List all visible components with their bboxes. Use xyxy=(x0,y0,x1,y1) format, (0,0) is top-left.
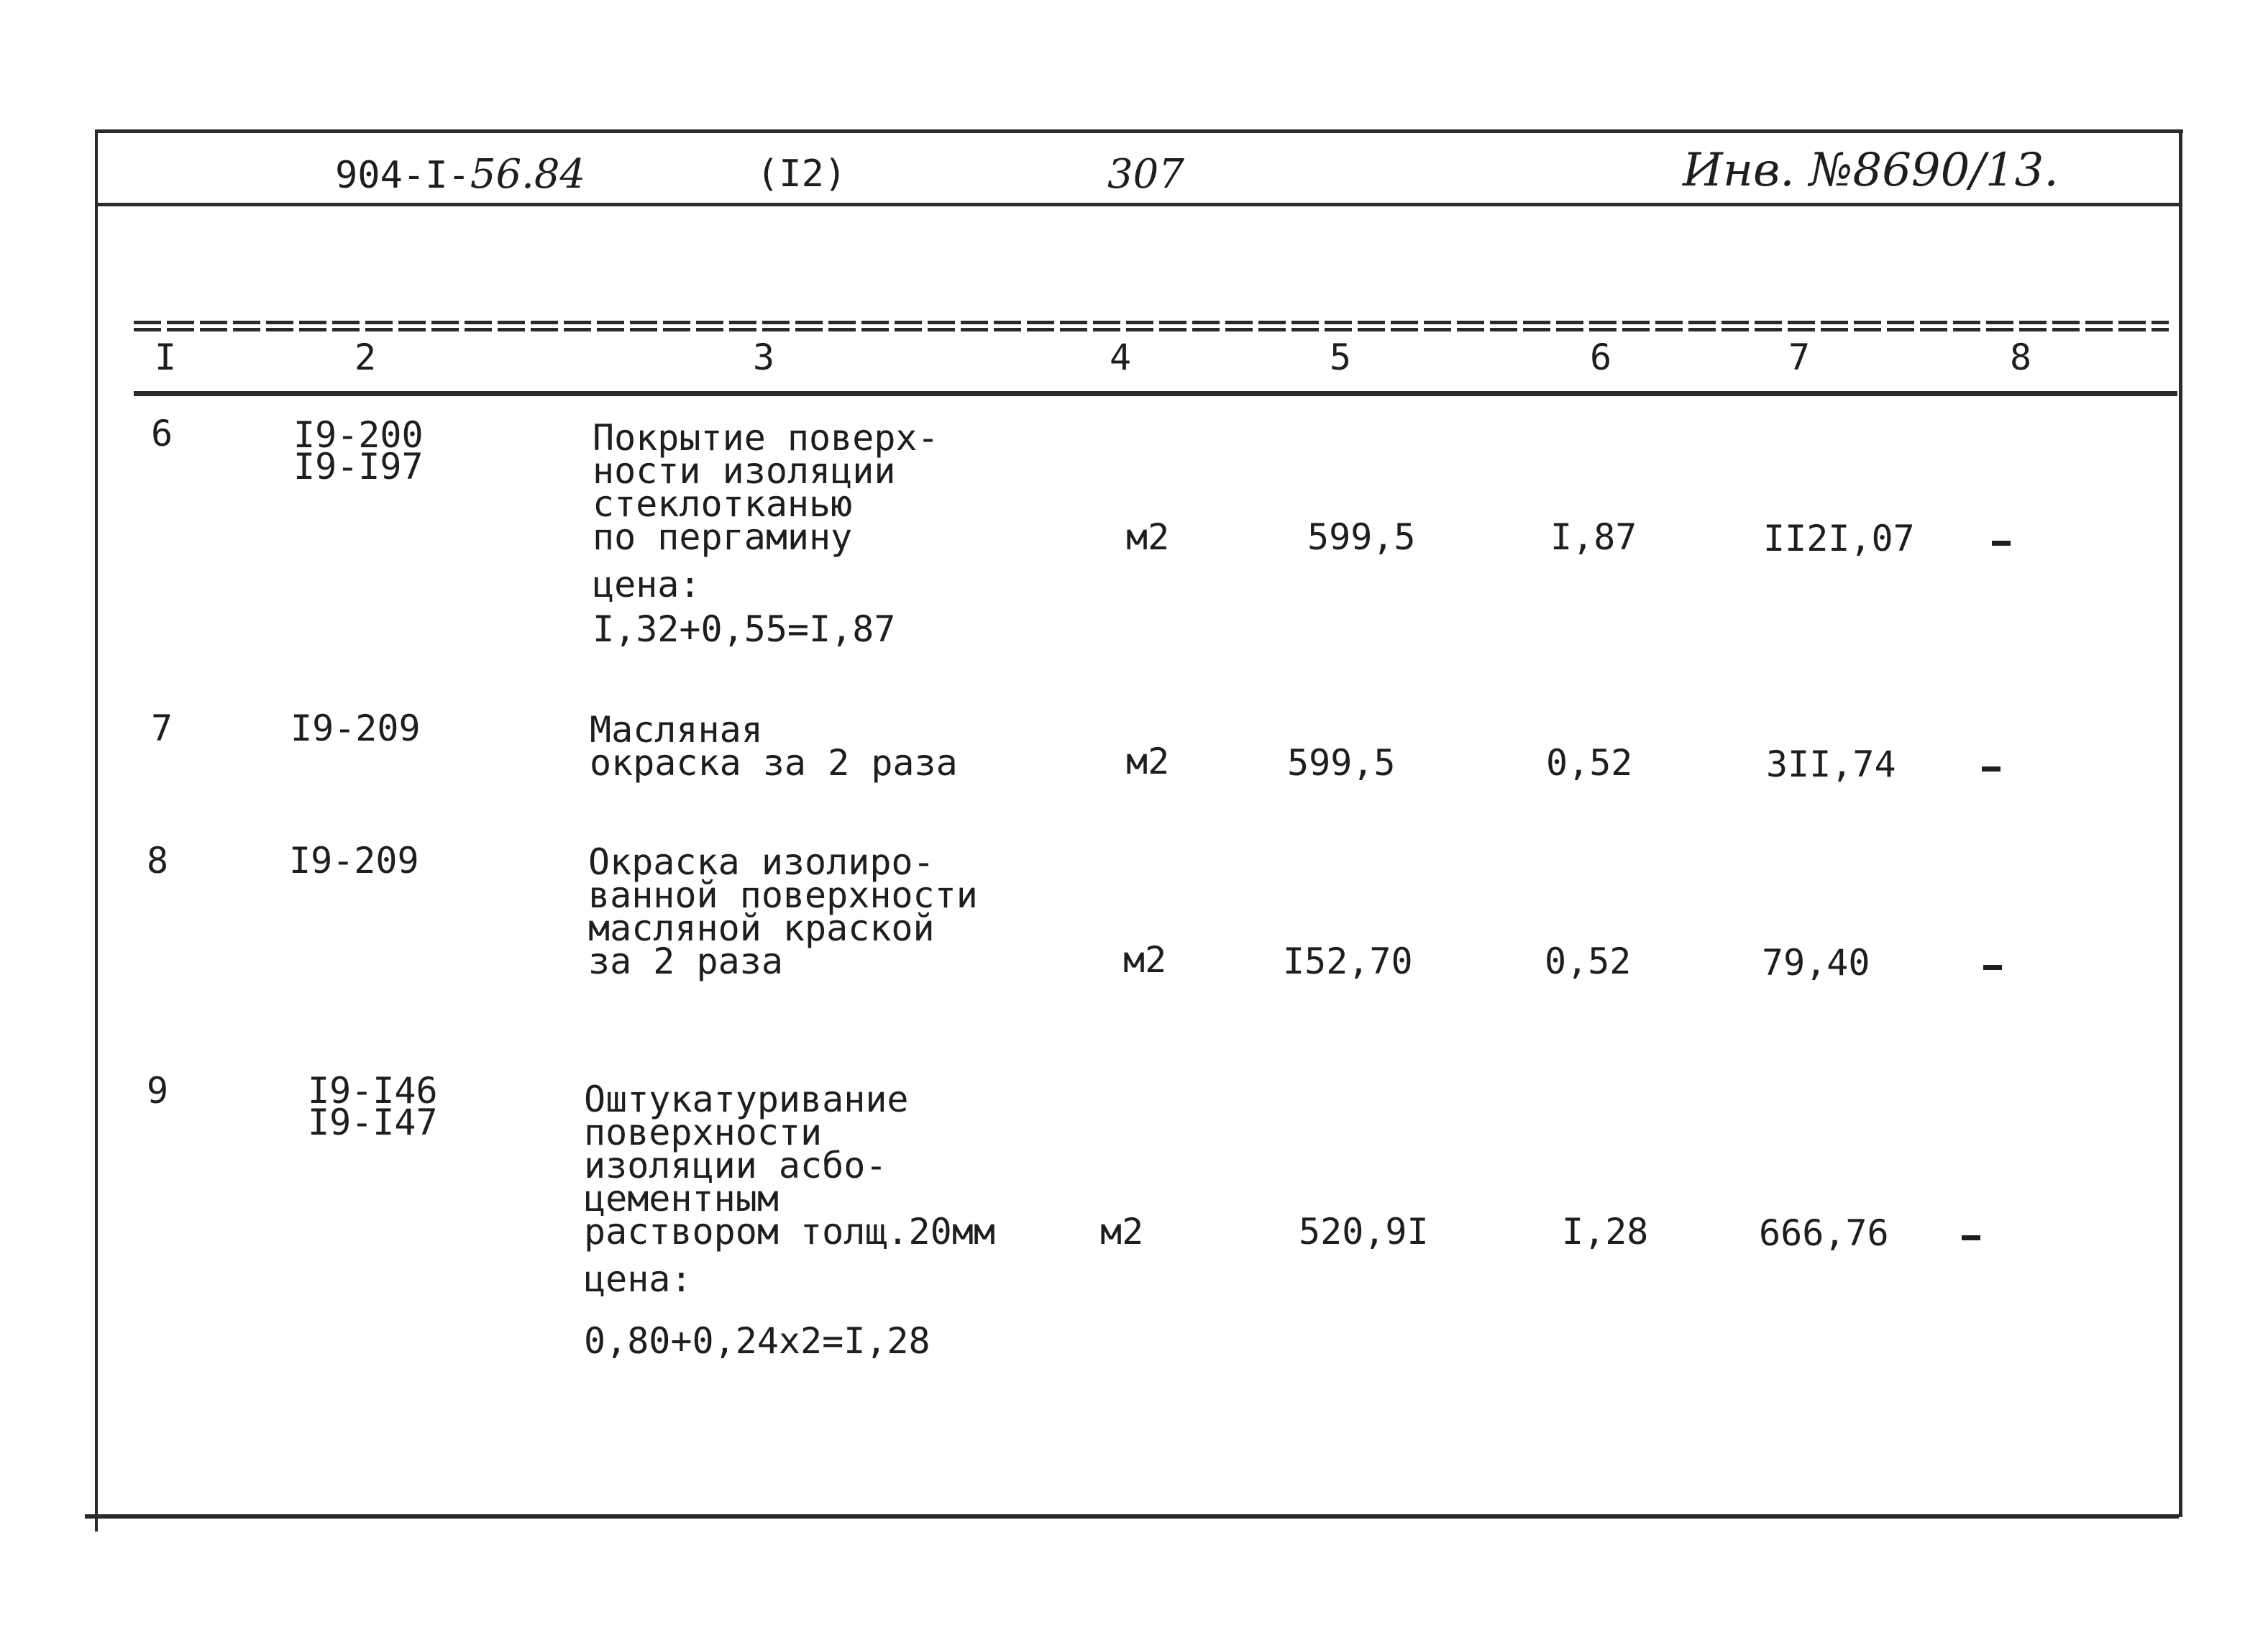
column-number-7: 7 xyxy=(1788,337,1811,378)
page-number: 307 xyxy=(1107,151,1184,198)
unit-price: I,87 xyxy=(1550,516,1637,558)
total-cost: 3II,74 xyxy=(1766,743,1896,785)
quantity: 599,5 xyxy=(1307,516,1416,558)
column-number-5: 5 xyxy=(1329,337,1352,378)
empty-dash xyxy=(1992,541,2011,546)
doc-code-handwritten: 56.84 xyxy=(470,151,586,198)
frame-bottom xyxy=(85,1514,2179,1519)
description-line: поверхности xyxy=(584,1112,823,1153)
quantity: 520,9I xyxy=(1299,1211,1429,1253)
header-double-rule xyxy=(134,321,2169,332)
price-label: цена: xyxy=(593,564,701,605)
unit-price: 0,52 xyxy=(1545,940,1632,982)
norm-code: I9-I97 xyxy=(293,446,424,487)
column-number-3: 3 xyxy=(752,337,775,378)
frame-top xyxy=(95,129,2183,133)
description-line: масляной краской xyxy=(588,907,935,949)
norm-code: I9-I47 xyxy=(308,1102,438,1143)
column-number-8: 8 xyxy=(2009,337,2032,378)
doc-code xyxy=(335,151,585,198)
row-number: 6 xyxy=(151,413,173,454)
empty-dash xyxy=(1983,965,2002,970)
frame-right xyxy=(2179,129,2182,1517)
description-line: окраска за 2 раза xyxy=(590,742,958,784)
row-number: 9 xyxy=(147,1070,169,1112)
description-line: изоляции асбо- xyxy=(584,1145,887,1186)
description-line: по пергамину xyxy=(593,516,853,558)
row-number: 7 xyxy=(151,708,173,749)
total-cost: II2I,07 xyxy=(1763,518,1915,559)
doc-code-printed: 904-I- xyxy=(335,154,470,197)
unit: м2 xyxy=(1100,1211,1144,1253)
description-line: раствором толщ.20мм xyxy=(584,1211,995,1253)
work-description xyxy=(593,417,939,558)
norm-code: I9-209 xyxy=(291,708,421,749)
unit: м2 xyxy=(1123,939,1167,981)
description-line: ванной поверхности xyxy=(588,874,978,916)
unit: м2 xyxy=(1126,516,1170,558)
price-label: цена: xyxy=(584,1258,692,1300)
row-number: 8 xyxy=(147,840,169,882)
sheet-ref: (I2) xyxy=(756,152,847,196)
description-line: стеклотканью xyxy=(593,483,853,525)
total-cost: 666,76 xyxy=(1759,1212,1889,1254)
description-line: за 2 раза xyxy=(588,940,783,982)
empty-dash xyxy=(1982,766,2000,772)
description-line: ности изоляции xyxy=(593,450,896,492)
column-number-4: 4 xyxy=(1109,337,1132,378)
norm-code: I9-200 xyxy=(293,414,424,456)
description-line: Масляная xyxy=(590,709,763,751)
quantity: I52,70 xyxy=(1283,940,1413,982)
header-underline xyxy=(95,203,2179,206)
work-description xyxy=(584,1079,995,1253)
norm-code: I9-I46 xyxy=(308,1070,438,1112)
price-formula: I,32+0,55=I,87 xyxy=(593,608,896,650)
unit-price: 0,52 xyxy=(1546,742,1633,784)
unit: м2 xyxy=(1126,741,1170,782)
price-formula: 0,80+0,24x2=I,28 xyxy=(584,1320,930,1362)
column-header-underline xyxy=(134,391,2177,396)
frame-left xyxy=(95,129,98,1532)
column-number-1: I xyxy=(154,337,177,378)
work-description xyxy=(590,709,958,784)
description-line: цементным xyxy=(584,1178,779,1219)
description-line: Покрытие поверх- xyxy=(593,417,939,459)
column-number-6: 6 xyxy=(1589,337,1612,378)
inventory-number: Инв. №8690/13. xyxy=(1683,144,2059,197)
norm-code: I9-209 xyxy=(289,840,419,882)
unit-price: I,28 xyxy=(1562,1211,1649,1253)
total-cost: 79,40 xyxy=(1762,942,1870,984)
quantity: 599,5 xyxy=(1287,742,1396,784)
column-number-2: 2 xyxy=(354,337,377,378)
description-line: Оштукатуривание xyxy=(584,1079,909,1120)
description-line: Окраска изолиро- xyxy=(588,841,935,883)
empty-dash xyxy=(1962,1235,1980,1240)
work-description xyxy=(588,841,978,982)
